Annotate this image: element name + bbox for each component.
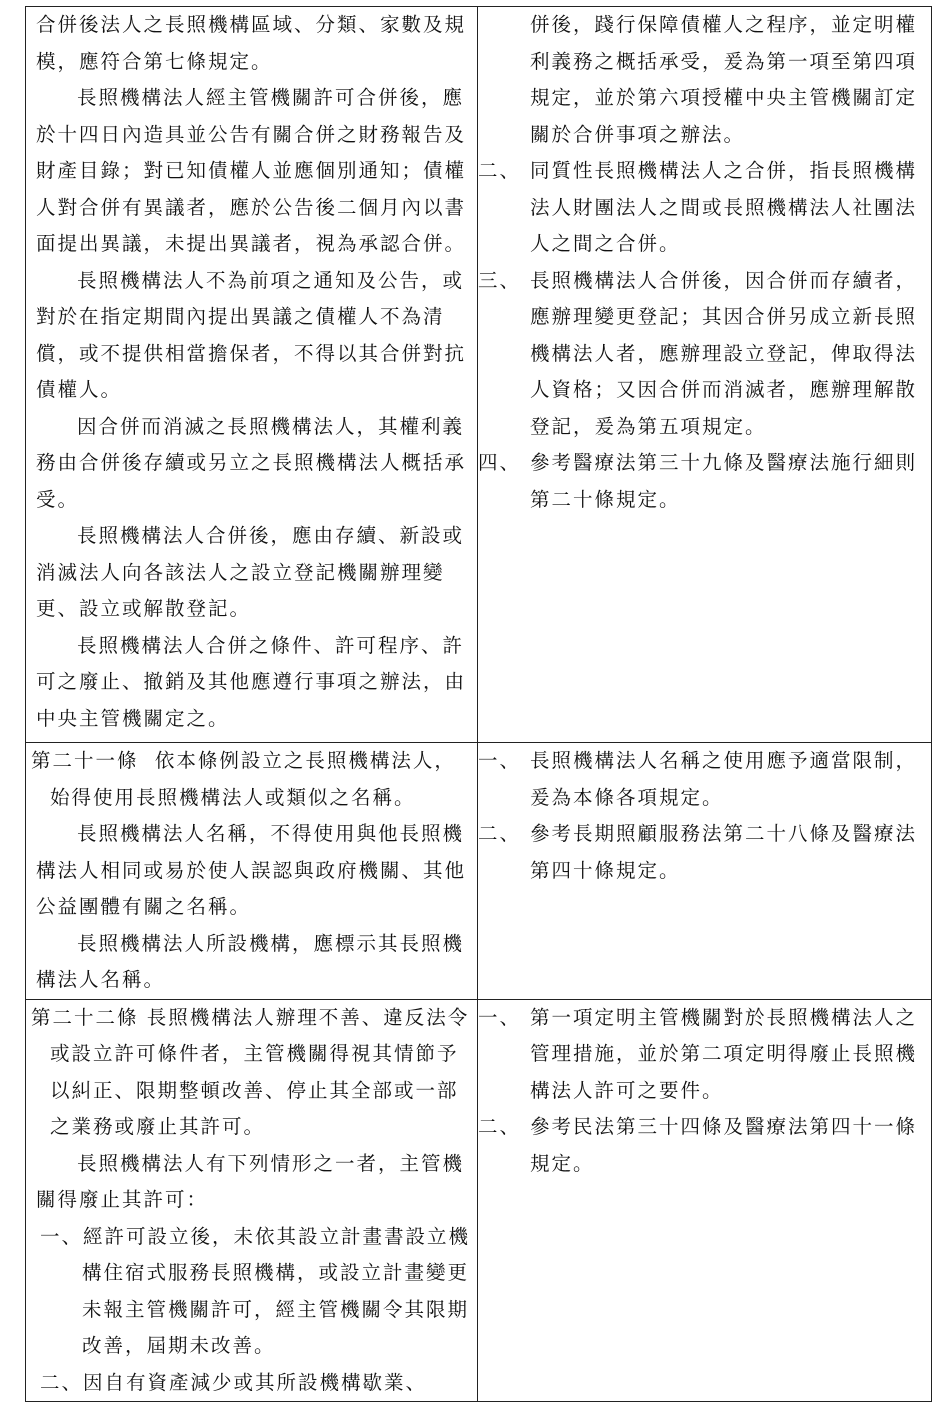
table-row [26, 999, 932, 1402]
explanation-cell [478, 999, 932, 1402]
note-text: 參考醫療法第三十九條及醫療法施行細則第二十條規定。 [530, 451, 918, 511]
note-text: 參考民法第三十四條及醫療法第四十一條規定。 [530, 1115, 918, 1175]
article-paragraph: 長照機構法人名稱，不得使用與他長照機構法人相同或易於使人誤認與政府機關、其他公益團體有關之名稱。 [36, 822, 467, 918]
article-paragraph: 長照機構法人合併後，應由存續、新設或消滅法人向各該法人之設立登記機關辦理變更、設立或解散登記。 [36, 524, 464, 620]
note-text: 長照機構法人合併後，因合併而存續者，應辦理變更登記；其因合併另成立新長照機構法人者，應辦理設立登記，俾取得法人資格；又因合併而消滅者，應辦理解散登記，爰為第五項規定。 [530, 268, 918, 438]
article-first-text: 長照機構法人辦理不善、違反法令或設立許可條件者，主管機關得視其情節予以糾正、限期整頓改善、停止其全部或一部之業務或廢止其許可。 [50, 1005, 470, 1138]
article-paragraph: 長照機構法人有下列情形之一者，主管機關得廢止其許可： [36, 1151, 464, 1211]
article-text-cell [26, 7, 478, 743]
note-text: 同質性長照機構法人之合併，指長照機構法人財團法人之間或長照機構法人社團法人之間之合併。 [530, 159, 918, 255]
note-item [478, 1000, 931, 1110]
regulation-comparison-table [25, 6, 932, 1402]
note-number: 二、 [478, 1115, 522, 1138]
note-number: 一、 [478, 1005, 522, 1029]
note-number: 一、 [478, 749, 522, 772]
explanation-cell [478, 743, 932, 1000]
note-text: 參考長期照顧服務法第二十八條及醫療法第四十條規定。 [530, 822, 918, 882]
note-number: 四、 [478, 451, 522, 474]
article-paragraph: 長照機構法人經主管機關許可合併後，應於十四日內造具並公告有關合併之財務報告及財產目錄；對已知債權人並應個別通知；債權人對合併有異議者，應於公告後二個月內以書面提出異議，未提出異議者，視為承認合併。 [36, 86, 467, 255]
article-paragraph: 長照機構法人合併之條件、許可程序、許可之廢止、撤銷及其他應遵行事項之辦法，由中央主管機關定之。 [36, 633, 467, 730]
article-first-text: 依本條例設立之長照機構法人，始得使用長照機構法人或類似之名稱。 [50, 749, 456, 809]
note-text: 第一項定明主管機關對於長照機構法人之管理措施，並於第二項定明得廢止長照機構法人許可之要件。 [530, 1005, 918, 1102]
article-paragraph: 長照機構法人所設機構，應標示其長照機構法人名稱。 [36, 931, 464, 991]
note-item [478, 816, 931, 889]
note-item [478, 445, 931, 518]
article-text-cell [26, 743, 478, 1000]
note-text: 長照機構法人名稱之使用應予適當限制，爰為本條各項規定。 [530, 749, 918, 809]
article-first-paragraph [26, 743, 477, 816]
note-number: 二、 [478, 159, 522, 182]
article-number: 第二十二條 [31, 1005, 139, 1029]
continued-paragraph: 合併後法人之長照機構區域、分類、家數及規模，應符合第七條規定。 [36, 13, 467, 73]
note-number: 二、 [478, 822, 522, 845]
note-number: 三、 [478, 268, 522, 292]
article-sub-item: 一、經許可設立後，未依其設立計畫書設立機構住宿式服務長照機構，或設立計畫變更未報主管機關許可，經主管機關令其限期改善，屆期未改善。 [40, 1224, 471, 1357]
article-sub-item: 二、因自有資產減少或其所設機構歇業、 [40, 1370, 428, 1394]
note-item [478, 743, 931, 816]
table-row [26, 743, 932, 1000]
continued-note: 併後，踐行保障債權人之程序，並定明權利義務之概括承受，爰為第一項至第四項規定，並於第六項授權中央主管機關訂定關於合併事項之辦法。 [530, 13, 918, 146]
article-paragraph: 因合併而消滅之長照機構法人，其權利義務由合併後存續或另立之長照機構法人概括承受。 [36, 414, 467, 511]
article-number: 第二十一條 [31, 749, 139, 772]
article-first-paragraph [26, 1000, 477, 1146]
table-row [26, 7, 932, 743]
note-item [478, 263, 931, 446]
explanation-cell [478, 7, 932, 743]
note-item [478, 153, 931, 263]
article-paragraph: 長照機構法人不為前項之通知及公告，或對於在指定期間內提出異議之債權人不為清償，或不提供相當擔保者，不得以其合併對抗債權人。 [36, 268, 467, 401]
article-text-cell [26, 999, 478, 1402]
note-item [478, 1109, 931, 1182]
